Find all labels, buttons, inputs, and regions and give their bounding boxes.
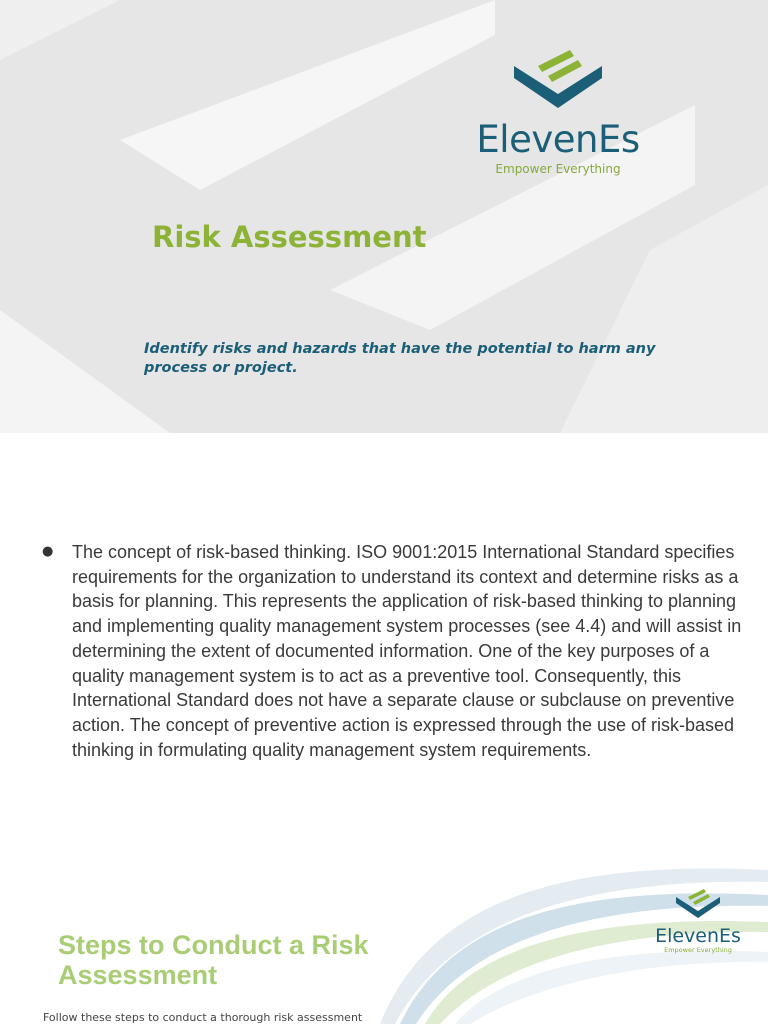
steps-title: Steps to Conduct a Risk Assessment xyxy=(58,930,369,990)
document-title: Risk Assessment xyxy=(152,220,427,254)
document-subtitle: Identify risks and hazards that have the potential to harm any process or project. xyxy=(144,341,656,376)
cover-page xyxy=(0,0,768,433)
logo-chevron-icon xyxy=(510,48,606,112)
steps-page xyxy=(0,860,768,1024)
steps-description: Follow these steps to conduct a thorough risk assessment xyxy=(43,1011,363,1024)
logo-brand-name: ElevenEs xyxy=(476,118,640,161)
logo-tagline: Empower Everything xyxy=(495,162,621,176)
elevenes-logo-small xyxy=(648,888,748,954)
logo-chevron-icon xyxy=(674,888,722,920)
bullet-text: The concept of risk-based thinking. ISO 9001:2015 International Standard specifies requirements for the organization to understand its context and determine risks as a basis for planning. This represents the application of risk-based thinking to planning and implementing quality management system processes (see 4.4) and will assist in determining the extent of documented information. One of the key purposes of a quality management system is to act as a preventive tool. Consequently, this International Standard does not have a separate clause or subclause on preventive action. The concept of preventive action is expressed through the use of risk-based thinking in formulating quality management system requirements. xyxy=(72,542,742,760)
logo-brand-name: ElevenEs xyxy=(655,925,741,947)
concept-section xyxy=(42,540,742,762)
logo-tagline: Empower Everything xyxy=(664,946,732,954)
elevenes-logo xyxy=(468,48,648,176)
bullet-dot-icon: ● xyxy=(42,544,54,559)
bullet-item xyxy=(42,540,742,762)
